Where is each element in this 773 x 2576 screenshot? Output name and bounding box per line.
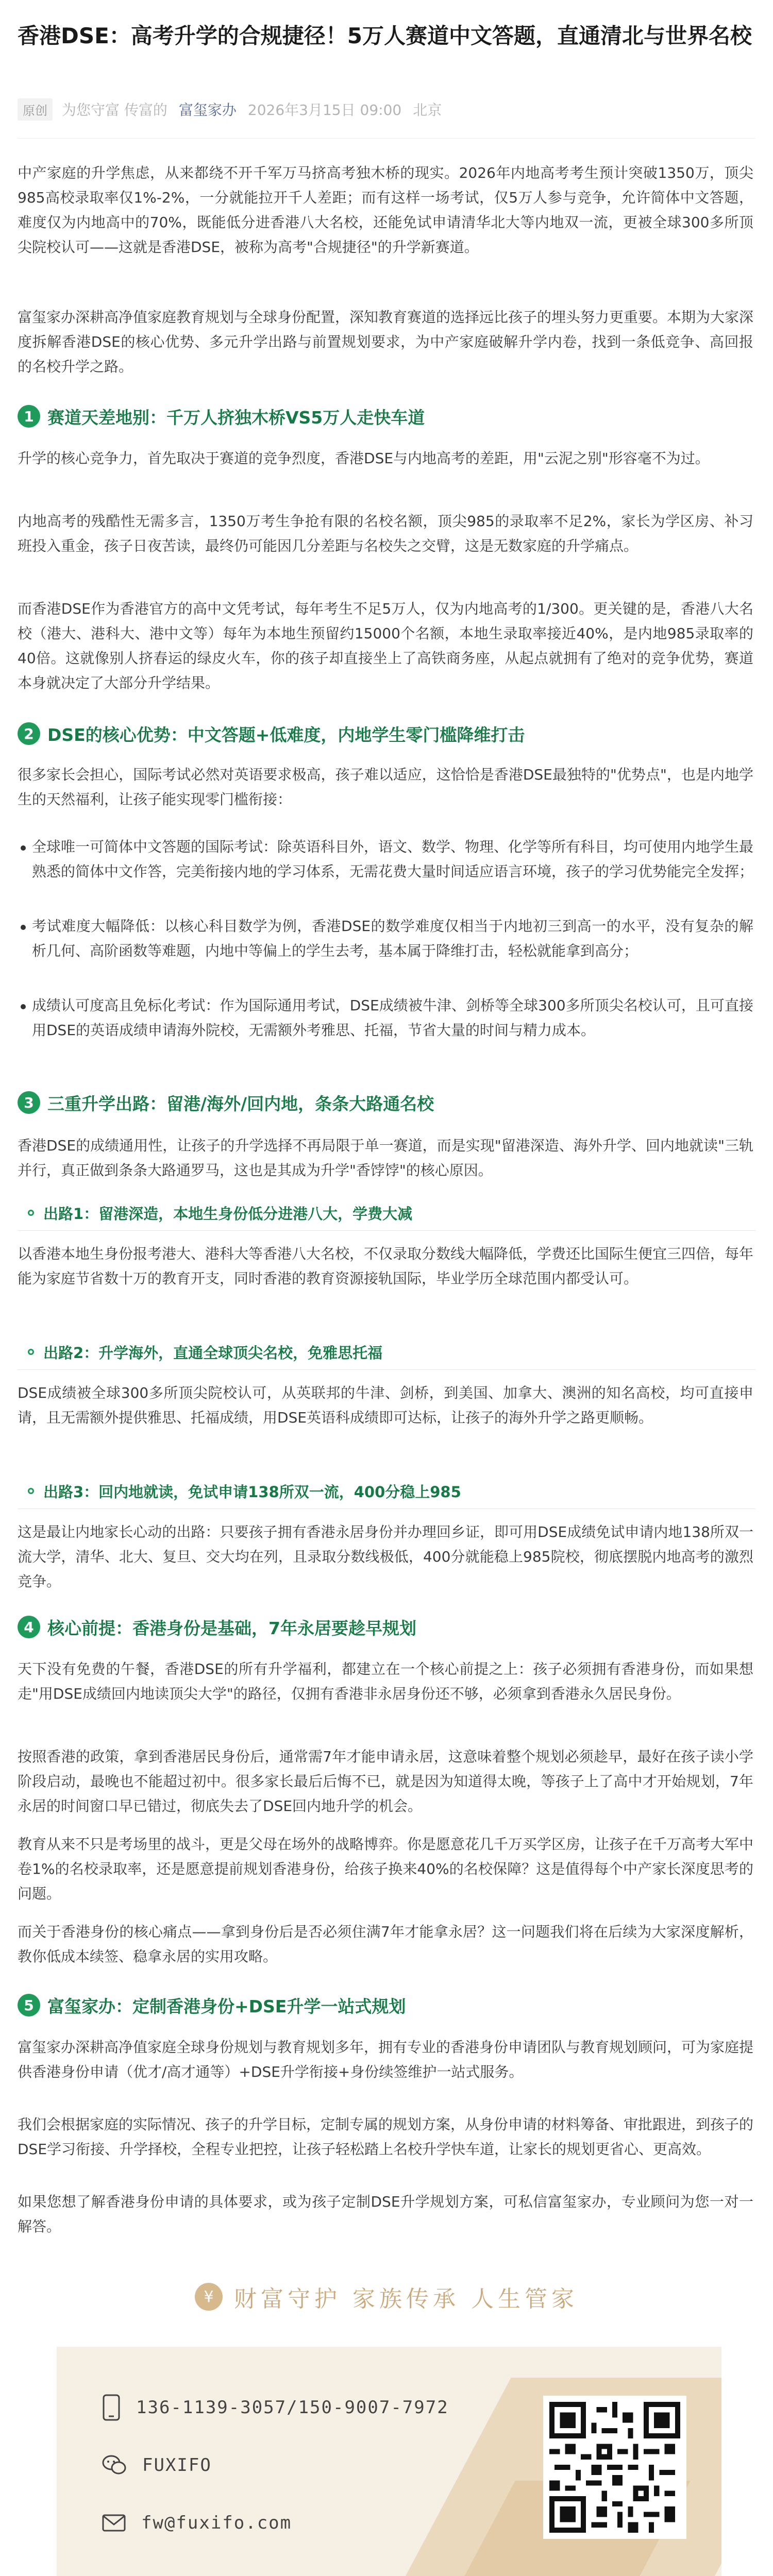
circle-icon (28, 1210, 34, 1216)
bullet-dot (21, 925, 26, 930)
paragraph: 天下没有免费的午餐，香港DSE的所有升学福利，都建立在一个核心前提之上：孩子必须拥有香港身份，而如果想走"用DSE成绩回内地读顶尖大学"的路径，仅拥有香港非永居身份还不够，必须拿到香港永久居民身份。 (18, 1660, 753, 1702)
bullet-item: 成绩认可度高且免标化考试：作为国际通用考试，DSE成绩被牛津、剑桥等全球300多所顶尖名校认可，且可直接用DSE的英语成绩申请海外院校，无需额外考雅思、托福，节省大量的时间与精力成本。 (32, 997, 753, 1039)
paragraph: 以香港本地生身份报考港大、港科大等香港八大名校，不仅录取分数线大幅降低，学费还比国际生便宜三四倍，每年能为家庭节省数十万的教育开支，同时香港的教育资源接轨国际，毕业学历全球范围内都受认可。 (18, 1245, 754, 1287)
slogan-text: 财富守护 家族传承 人生管家 (234, 2286, 578, 2312)
section-number-badge: 4 (18, 1616, 40, 1638)
intro-paragraph: 中产家庭的升学焦虑，从来都绕不开千军万马挤高考独木桥的现实。2026年内地高考考生预计突破1350万，顶尖985高校录取率仅1%-2%，一分就能拉开千人差距；而有这样一场考试，仅5万人参与竞争，允许简体中文答题，难度仅为内地高中的70%，既能低分进香港八大名校，还能免试申请清华北大等内地双一流，更被全球300多所顶尖院校认可——这就是香港DSE，被称为高考"合规捷径"的升学新赛道。 (18, 164, 753, 256)
paragraph: 内地高考的残酷性无需多言，1350万考生争抢有限的名校名额，顶尖985的录取率不足2%，家长为学区房、补习班投入重金，孩子日夜苦读，最终仍可能因几分差距与名校失之交臂，这是无数家庭的升学痛点。 (18, 513, 753, 554)
article-meta (18, 99, 453, 120)
bullet-item: 全球唯一可简体中文答题的国际考试：除英语科目外，语文、数学、物理、化学等所有科目，均可使用内地学生最熟悉的简体中文作答，完美衔接内地的学习体系，无需花费大量时间适应语言环境，孩子的学习优势能完全发挥； (32, 838, 754, 880)
phone-icon (102, 2394, 121, 2421)
section-title: 核心前提：香港身份是基础，7年永居要趁早规划 (47, 1618, 416, 1638)
account-link[interactable]: 富玺家办 (178, 101, 237, 118)
circle-icon (28, 1488, 34, 1494)
subheading-text: 出路2：升学海外，直通全球顶尖名校，免雅思托福 (43, 1344, 383, 1362)
paragraph: 富玺家办深耕高净值家庭全球身份规划与教育规划多年，拥有专业的香港身份申请团队与教育规划顾问，可为家庭提供香港身份申请（优才/高才通等）+DSE升学衔接+身份续签维护一站式服务。 (18, 2039, 754, 2080)
paragraph: 而关于香港身份的核心痛点——拿到身份后是否必须住满7年才能拿永居？这一问题我们将在后续为大家深度解析，教你低成本续签、稳拿永居的实用攻略。 (18, 1923, 753, 1965)
paragraph: 升学的核心竞争力，首先取决于赛道的竞争烈度，香港DSE与内地高考的差距，用"云泥之别"形容毫不为过。 (18, 450, 710, 467)
article-title: 香港DSE：高考升学的合规捷径！5万人赛道中文答题，直通清北与世界名校 (18, 23, 752, 48)
paragraph: 这是最让内地家长心动的出路：只要孩子拥有香港永居身份并办理回乡证，即可用DSE成绩免试申请内地138所双一流大学，清华、北大、复旦、交大均在列，且录取分数线极低，400分就能稳上985院校，彻底摆脱内地高考的激烈竞争。 (18, 1523, 753, 1590)
email-address: fw@fuxifo.com (141, 2513, 292, 2533)
section-heading (18, 719, 525, 748)
paragraph: 如果您想了解香港身份申请的具体要求，或为孩子定制DSE升学规划方案，可私信富玺家办，专业顾问为您一对一解答。 (18, 2193, 753, 2235)
email-icon (102, 2514, 126, 2532)
bullet-dot (21, 845, 26, 851)
subheading (28, 1340, 382, 1364)
intro-paragraph: 富玺家办深耕高净值家庭教育规划与全球身份配置，深知教育赛道的选择远比孩子的埋头努力更重要。本期为大家深度拆解香港DSE的核心优势、多元升学出路与前置规划要求，为中产家庭破解升学内卷，找到一条低竞争、高回报的名校升学之路。 (18, 309, 754, 375)
contact-phone (102, 2392, 449, 2423)
wechat-icon (102, 2454, 127, 2476)
paragraph: DSE成绩被全球300多所顶尖院校认可，从英联邦的牛津、剑桥，到美国、加拿大、澳洲的知名高校，均可直接申请，且无需额外提供雅思、托福成绩，用DSE英语科成绩即可达标，让孩子的海外升学之路更顺畅。 (18, 1384, 753, 1426)
bullet-item: 考试难度大幅降低：以核心科目数学为例，香港DSE的数学难度仅相当于内地初三到高一的水平，没有复杂的解析几何、高阶函数等难题，内地中等偏上的学生去考，基本属于降维打击，轻松就能拿到高分； (32, 918, 753, 959)
footer-slogan (0, 2276, 773, 2317)
publish-location: 北京 (413, 101, 442, 118)
section-title: 三重升学出路：留港/海外/回内地，条条大路通名校 (47, 1093, 434, 1114)
subheading (28, 1479, 461, 1503)
original-tag: 原创 (18, 98, 53, 121)
paragraph: 教育从来不只是考场里的战斗，更是父母在场外的战略博弈。你是愿意花几千万买学区房，让孩子在千万高考大军中卷1%的名校录取率，还是愿意提前规划香港身份，给孩子换来40%的名校保障？这是值得每个中产家长深度思考的问题。 (18, 1836, 754, 1902)
section-heading (18, 1613, 416, 1641)
publish-date: 2026年3月15日 09:00 (247, 101, 402, 118)
contact-email (102, 2507, 292, 2538)
subheading-text: 出路3：回内地就读，免试申请138所双一流，400分稳上985 (43, 1483, 461, 1501)
section-number-badge: 2 (18, 722, 40, 745)
contact-wechat (102, 2450, 212, 2481)
meta-divider (18, 138, 755, 139)
sub-divider (18, 1230, 755, 1231)
wechat-id: FUXIFO (142, 2455, 212, 2476)
section-number-badge: 1 (18, 405, 40, 428)
paragraph: 而香港DSE作为香港官方的高中文凭考试，每年考生不足5万人，仅为内地高考的1/300。更关键的是，香港八大名校（港大、港科大、港中文等）每年为本地生预留约15000个名额，本地生录取率接近40%，是内地985录取率的40倍。这就像别人挤春运的绿皮火车，你的孩子却直接坐上了高铁商务座，从起点就拥有了绝对的竞争优势，赛道本身就决定了大部分升学结果。 (18, 600, 753, 691)
paragraph: 我们会根据家庭的实际情况、孩子的升学目标，定制专属的规划方案，从身份申请的材料筹备、审批跟进，到孩子的DSE学习衔接、升学择校，全程专业把控，让孩子轻松踏上名校升学快车道，让家长的规划更省心、更高效。 (18, 2116, 754, 2158)
paragraph: 香港DSE的成绩通用性，让孩子的升学选择不再局限于单一赛道，而是实现"留港深造、海外升学、回内地就读"三轨并行，真正做到条条大路通罗马，这也是其成为升学"香饽饽"的核心原因。 (18, 1137, 753, 1179)
section-heading (18, 402, 425, 431)
paragraph: 按照香港的政策，拿到香港居民身份后，通常需7年才能申请永居，这意味着整个规划必须趁早，最好在孩子读小学阶段启动，最晚也不能超过初中。很多家长最后后悔不已，就是因为知道得太晚，等孩子上了高中才开始规划，7年永居的时间窗口早已错过，彻底失去了DSE回内地升学的机会。 (18, 1748, 753, 1815)
bullet-dot (21, 1004, 26, 1009)
sub-divider (18, 1369, 755, 1370)
contact-card (57, 2347, 721, 2576)
section-heading (18, 1088, 434, 1117)
section-number-badge: 3 (18, 1091, 40, 1114)
subheading (28, 1200, 412, 1225)
phone-number: 136-1139-3057/150-9007-7972 (136, 2397, 449, 2418)
section-title: 富玺家办：定制香港身份+DSE升学一站式规划 (47, 1996, 406, 2016)
section-number-badge: 5 (18, 1994, 40, 2016)
yuan-coin-icon: ¥ (195, 2283, 223, 2311)
section-title: DSE的核心优势：中文答题+低难度，内地学生零门槛降维打击 (47, 724, 525, 745)
author-name: 为您守富 传富的 (62, 101, 167, 118)
section-title: 赛道天差地别：千万人挤独木桥VS5万人走快车道 (47, 407, 425, 428)
circle-icon (28, 1349, 34, 1355)
paragraph: 很多家长会担心，国际考试必然对英语要求极高，孩子难以适应，这恰恰是香港DSE最独特的"优势点"，也是内地学生的天然福利，让孩子能实现零门槛衔接： (18, 766, 753, 808)
qr-code-image (549, 2402, 680, 2533)
subheading-text: 出路1：留港深造，本地生身份低分进港八大，学费大减 (43, 1205, 413, 1223)
section-heading (18, 1991, 406, 2020)
qr-code[interactable] (543, 2396, 686, 2539)
